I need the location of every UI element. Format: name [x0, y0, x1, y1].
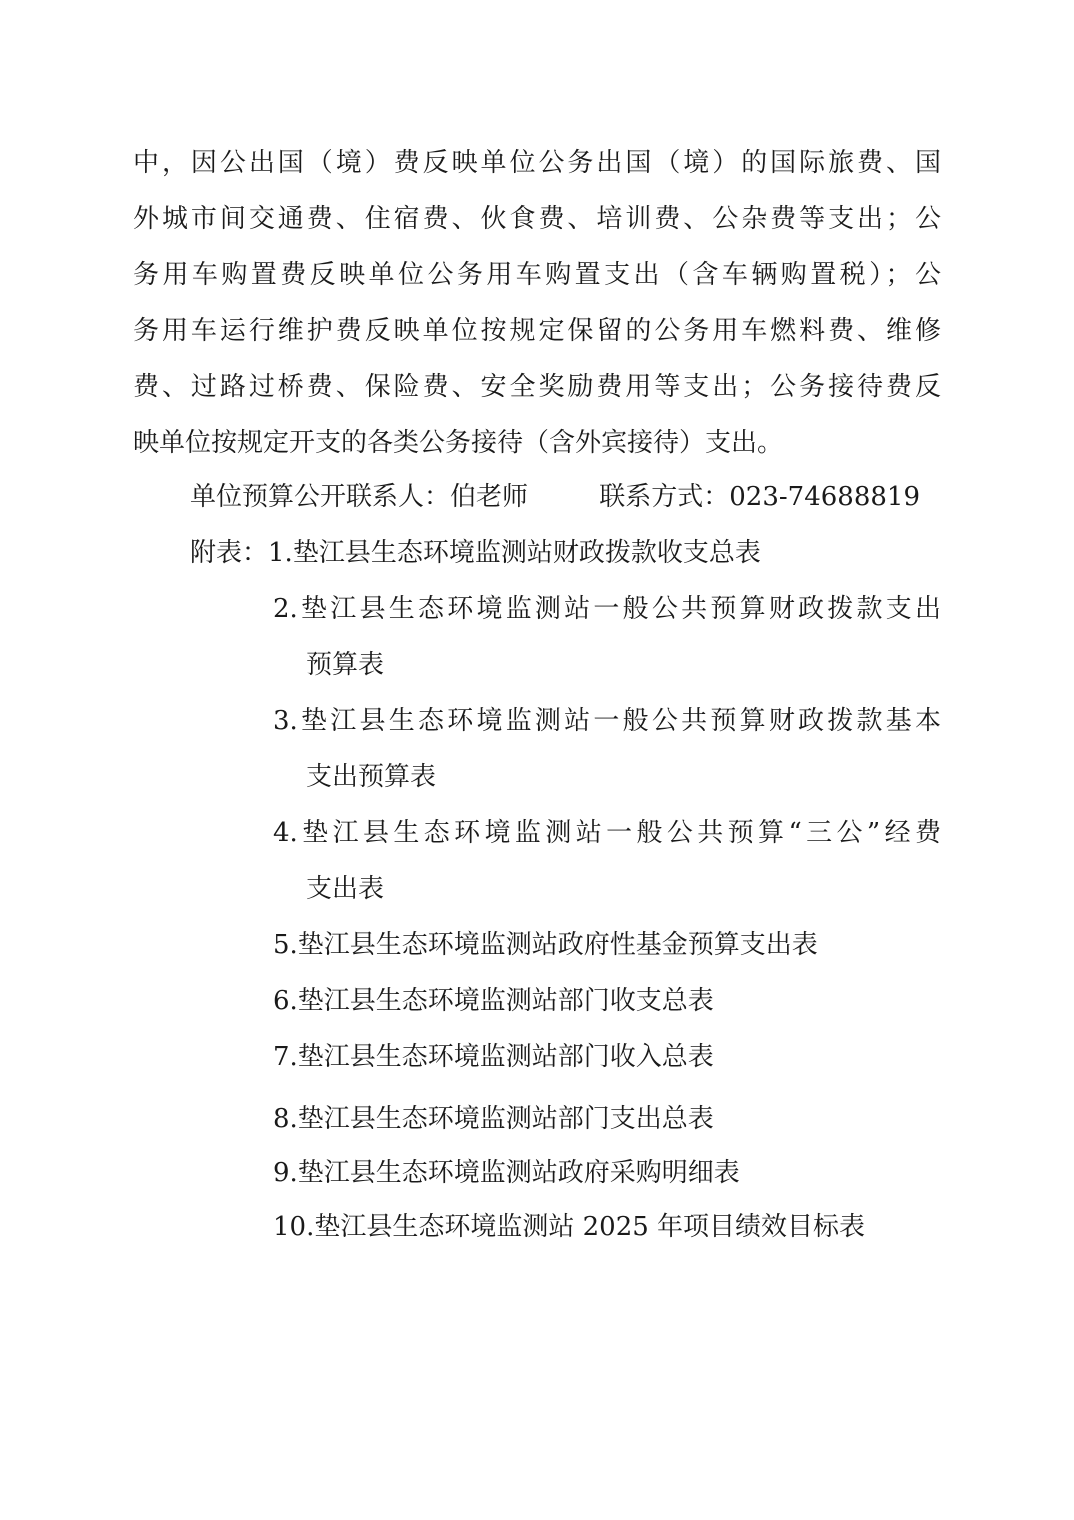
contact-phone: 联系方式：023-74688819: [599, 482, 920, 512]
attachment-item-4-cont: 支出表: [306, 874, 385, 904]
paragraph-line: 务用车运行维护费反映单位按规定保留的公务用车燃料费、维修: [133, 316, 941, 346]
attachment-item-8: 8.垫江县生态环境监测站部门支出总表: [273, 1104, 714, 1134]
paragraph-line: 外城市间交通费、住宿费、伙食费、培训费、公杂费等支出；公: [133, 204, 941, 234]
attachments-heading: [190, 538, 761, 568]
contact-line: [190, 482, 920, 512]
attachment-item-9: 9.垫江县生态环境监测站政府采购明细表: [273, 1158, 740, 1188]
attachment-item-3-cont: 支出预算表: [306, 762, 437, 792]
contact-person: 单位预算公开联系人：伯老师: [190, 482, 529, 512]
paragraph-line: 务用车购置费反映单位公务用车购置支出（含车辆购置税）；公: [133, 260, 941, 290]
attachment-item-5: 5.垫江县生态环境监测站政府性基金预算支出表: [273, 930, 818, 960]
attachment-item-7: 7.垫江县生态环境监测站部门收入总表: [273, 1042, 714, 1072]
attachment-item-3: 3.垫江县生态环境监测站一般公共预算财政拨款基本: [273, 706, 941, 736]
attachment-item-10: 10.垫江县生态环境监测站 2025 年项目绩效目标表: [273, 1212, 866, 1242]
paragraph-line: 映单位按规定开支的各类公务接待（含外宾接待）支出。: [133, 428, 784, 458]
attachments-label: 附表：: [190, 538, 269, 568]
attachment-item-2-cont: 预算表: [306, 650, 385, 680]
attachment-item-6: 6.垫江县生态环境监测站部门收支总表: [273, 986, 714, 1016]
attachment-item-1: 1.垫江县生态环境监测站财政拨款收支总表: [268, 538, 761, 568]
attachment-item-2: 2.垫江县生态环境监测站一般公共预算财政拨款支出: [273, 594, 941, 624]
paragraph-line: 费、过路过桥费、保险费、安全奖励费用等支出；公务接待费反: [133, 372, 941, 402]
paragraph-line: 中，因公出国（境）费反映单位公务出国（境）的国际旅费、国: [133, 148, 941, 178]
attachment-item-4: 4.垫江县生态环境监测站一般公共预算“三公”经费: [273, 818, 941, 848]
